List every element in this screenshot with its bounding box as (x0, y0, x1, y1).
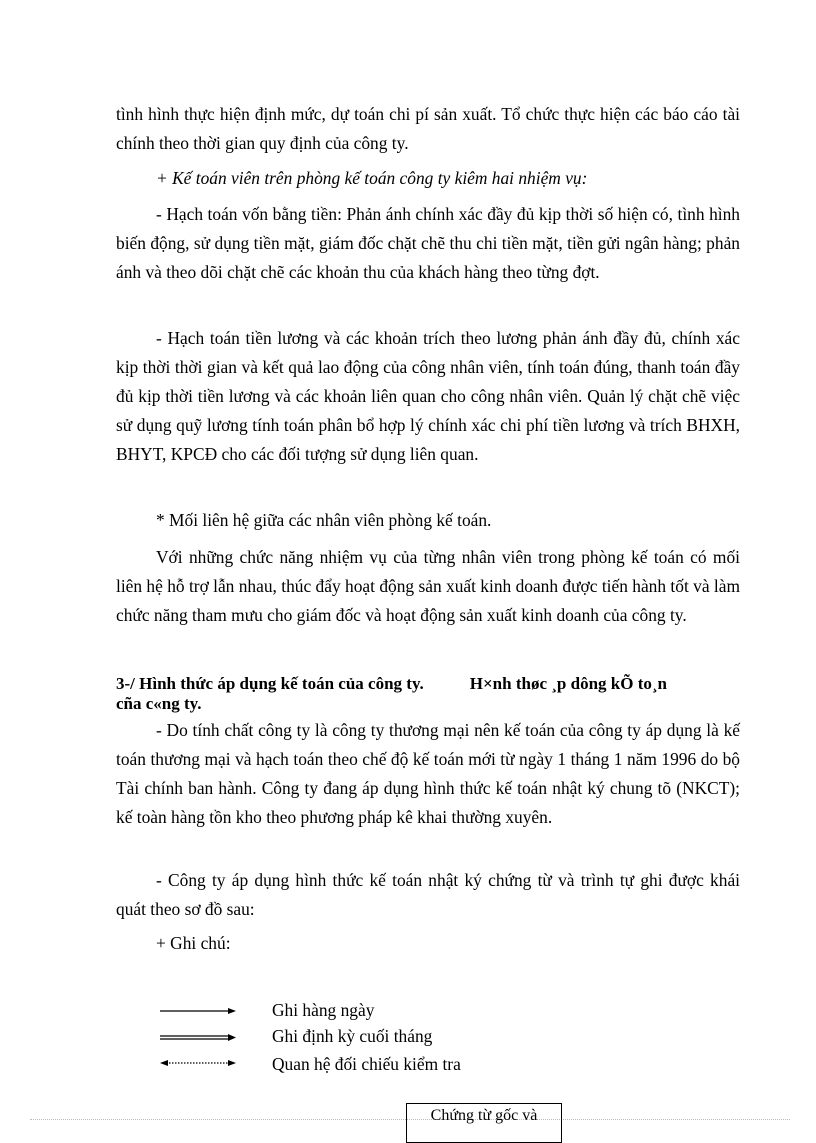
paragraph-4: - Hạch toán tiền lương và các khoản trích theo lương phản ánh đầy đủ, chính xác kịp thời thời gian và kết quả lao động của công nhân viên, tính toán đúng, thanh toán đầy đủ kịp thời tiền lương và các khoản liên quan cho công nhân viên. Quản lý chặt chẽ việc sử dụng quỹ lương tính toán phân bổ hợp lý chính xác chi phí tiền lương và trích BHXH, BHYT, KPCĐ cho các đối tượng sử dụng liên quan. (116, 328, 740, 464)
legend-label-periodic: Ghi định kỳ cuối tháng (272, 1026, 433, 1046)
single-arrow-icon (158, 998, 238, 1022)
double-arrow-icon (158, 1024, 238, 1048)
section-heading-text: 3-/ Hình thức áp dụng kế toán của công ty. (116, 674, 424, 693)
legend-daily (158, 998, 498, 1022)
dotted-double-headed-arrow-icon (158, 1052, 238, 1076)
legend-label-daily: Ghi hàng ngày (272, 1000, 375, 1020)
paragraph-7: - Do tính chất công ty là công ty thương mại nên kế toán của công ty áp dụng là kế toán thương mại và hạch toán theo chế độ kế toán mới từ ngày 1 tháng 1 năm 1996 do bộ Tài chính ban hành. Công ty đang áp dụng hình thức kế toán nhật ký chung tõ (NKCT); kế toàn hàng tồn kho theo phương pháp kê khai thường xuyên. (116, 720, 740, 827)
paragraph-3: - Hạch toán vốn bằng tiền: Phản ánh chính xác đầy đủ kịp thời số hiện có, tình hình biến động, sử dụng tiền mặt, giám đốc chặt chẽ thu chi tiền mặt, tiền gửi ngân hàng; phản ánh và theo dõi chặt chẽ các khoản thu của khách hàng theo từng đợt. (116, 204, 740, 282)
legend-label-reconcile: Quan hệ đối chiếu kiểm tra (272, 1054, 461, 1074)
legend-reconcile (158, 1052, 498, 1076)
paragraph-1: tình hình thực hiện định mức, dự toán chi pí sản xuất. Tổ chức thực hiện các báo cáo tài chính theo thời gian quy định của công ty. (116, 104, 740, 153)
paragraph-5: * Mối liên hệ giữa các nhân viên phòng kế toán. (156, 510, 492, 530)
paragraph-8: - Công ty áp dụng hình thức kế toán nhật ký chứng từ và trình tự ghi được khái quát theo sơ đồ sau: (116, 870, 740, 919)
paragraph-6: Với những chức năng nhiệm vụ của từng nhân viên trong phòng kế toán có mối liên hệ hỗ trợ lẫn nhau, thúc đẩy hoạt động sản xuất kinh doanh được tiến hành tốt và làm chức năng tham mưu cho giám đốc và hoạt động sản xuất kinh doanh của công ty. (116, 547, 740, 625)
section-heading-garbled-2: cña c«ng ty. (116, 694, 202, 713)
section-heading-garbled: H×nh thøc ¸p dông kÕ to¸n (469, 674, 667, 693)
paragraph-2: + Kế toán viên trên phòng kế toán công ty kiêm hai nhiệm vụ: (156, 168, 588, 188)
section-heading (116, 674, 746, 714)
legend-periodic (158, 1024, 498, 1048)
diagram-box-source-documents: Chứng từ gốc và (406, 1103, 562, 1143)
paragraph-9: + Ghi chú: (156, 933, 231, 953)
